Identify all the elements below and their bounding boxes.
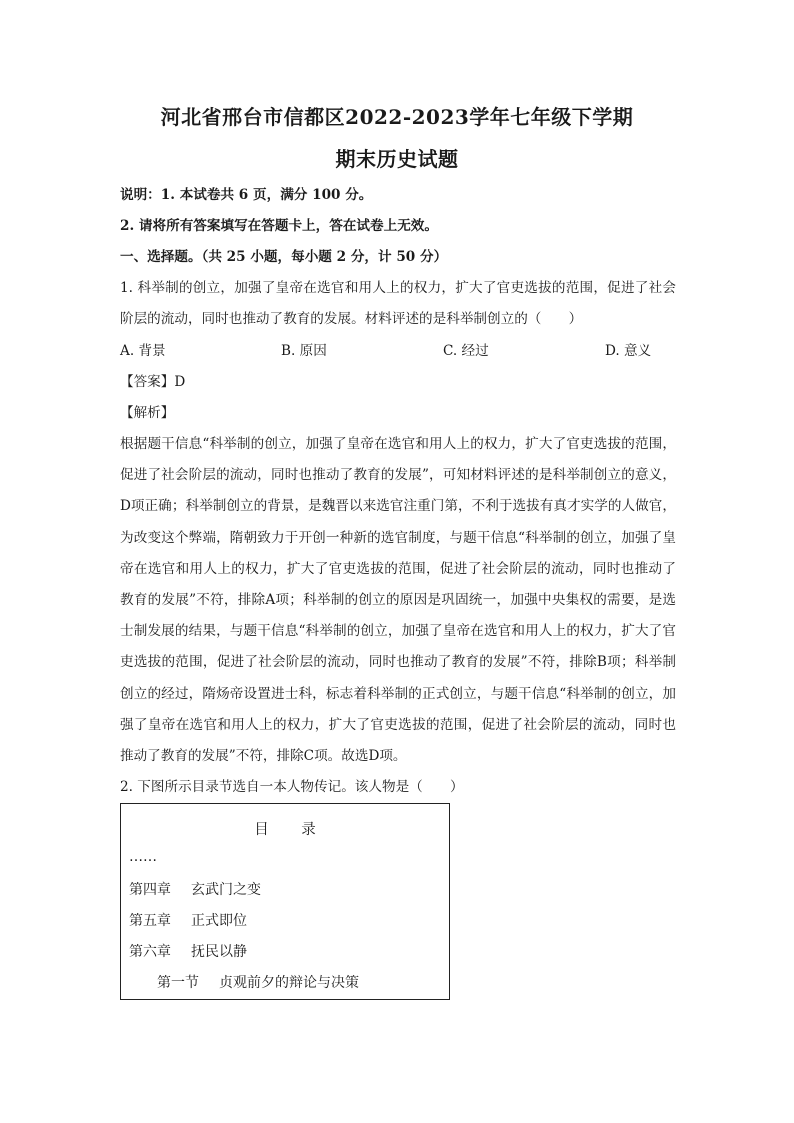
question-1-analysis-label: 【解析】 xyxy=(120,405,175,421)
exam-note-2: 2. 请将所有答案填写在答题卡上，答在试卷上无效。 xyxy=(120,218,438,234)
question-2-stem: 2. 下图所示目录节选自一本人物传记。该人物是（ ） xyxy=(120,779,464,795)
question-1-option-b: B. 原因 xyxy=(281,343,327,359)
toc-ellipsis: …… xyxy=(129,849,157,865)
toc-section-1 xyxy=(157,972,359,992)
toc-section-1-number: 第一节 xyxy=(157,975,199,991)
toc-chapter-6-number: 第六章 xyxy=(129,944,171,960)
toc-chapter-5 xyxy=(129,910,247,930)
page-title: 河北省邢台市信都区2022-2023学年七年级下学期 xyxy=(160,105,634,129)
section-heading: 一、选择题。（共 25 小题，每小题 2 分，计 50 分） xyxy=(120,249,448,265)
page-subtitle: 期末历史试题 xyxy=(335,147,459,171)
exam-note-1: 说明：1. 本试卷共 6 页，满分 100 分。 xyxy=(120,187,373,203)
question-1-stem: 1. 科举制的创立，加强了皇帝在选官和用人上的权力，扩大了官吏选拔的范围，促进了社会阶层的流动，同时也推动了教育的发展。材料评述的是科举制创立的（ ） xyxy=(120,280,676,328)
question-1-analysis: 根据题干信息“科举制的创立，加强了皇帝在选官和用人上的权力，扩大了官吏选拔的范围，促进了社会阶层的流动，同时也推动了教育的发展”，可知材料评述的是科举制创立的意义，D项正确；科举制创立的背景，是魏晋以来选官注重门第，不利于选拔有真才实学的人做官，为改变这个弊端，隋朝致力于开创一种新的选官制度，与题干信息“科举制的创立，加强了皇帝在选官和用人上的权力，扩大了官吏选拔的范围，促进了社会阶层的流动，同时也推动了教育的发展”不符，排除A项；科举制的创立的原因是巩固统一，加强中央集权的需要，是选士制发展的结果，与题干信息“科举制的创立，加强了皇帝在选官和用人上的权力，扩大了官吏选拔的范围，促进了社会阶层的流动，同时也推动了教育的发展”不符，排除B项；科举制创立的经过，隋炀帝设置进士科，标志着科举制的正式创立，与题干信息“科举制的创立，加强了皇帝在选官和用人上的权力，扩大了官吏选拔的范围，促进了社会阶层的流动，同时也推动了教育的发展”不符，排除C项。故选D项。 xyxy=(120,436,676,765)
question-1-answer: 【答案】D xyxy=(120,374,186,390)
toc-chapter-5-number: 第五章 xyxy=(129,913,171,929)
question-1-option-d: D. 意义 xyxy=(605,343,652,359)
toc-chapter-4-title: 玄武门之变 xyxy=(191,882,261,898)
toc-chapter-6-title: 抚民以静 xyxy=(191,944,247,960)
toc-chapter-6 xyxy=(129,941,247,961)
question-1-option-c: C. 经过 xyxy=(443,343,489,359)
question-1-option-a: A. 背景 xyxy=(120,343,166,359)
toc-section-1-title: 贞观前夕的辩论与决策 xyxy=(219,975,359,991)
toc-chapter-4-number: 第四章 xyxy=(129,882,171,898)
toc-chapter-5-title: 正式即位 xyxy=(191,913,247,929)
toc-chapter-4 xyxy=(129,879,261,899)
toc-title: 目 录 xyxy=(254,822,316,838)
table-of-contents-box xyxy=(120,803,450,1000)
